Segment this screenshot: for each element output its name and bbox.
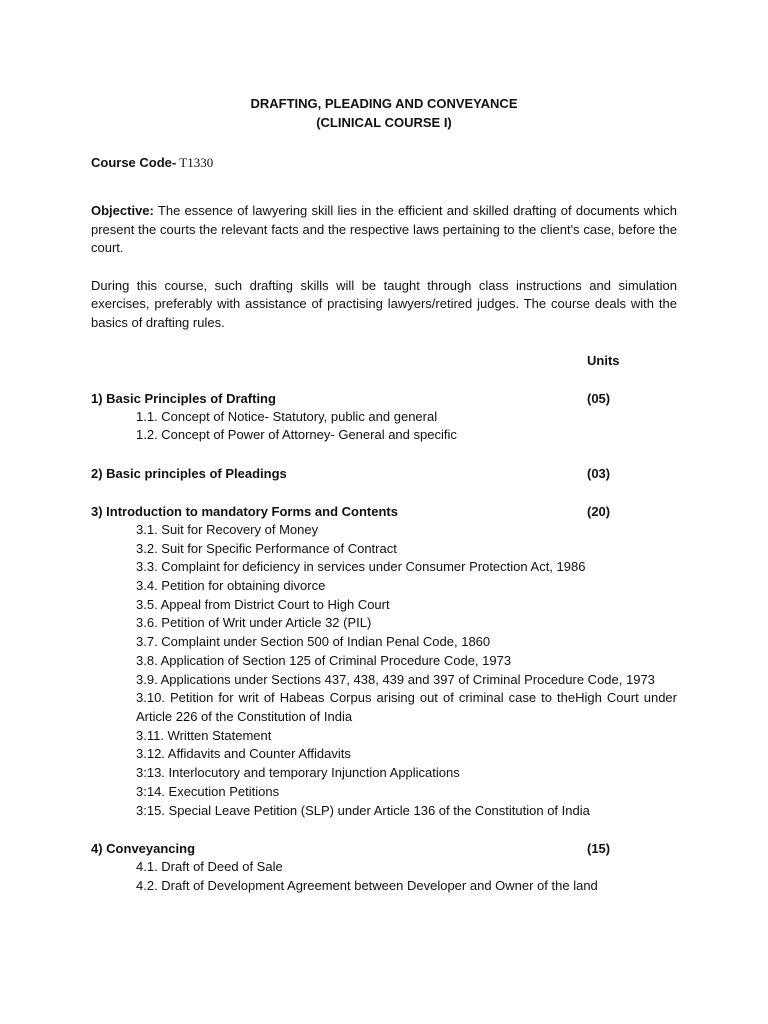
list-item: 4.1. Draft of Deed of Sale — [136, 859, 283, 875]
list-item: 3:15. Special Leave Petition (SLP) under Article 136 of the Constitution of India — [136, 802, 590, 818]
course-description: During this course, such drafting skills will be taught through class instructions and simulation exercises, preferably with assistance of practising lawyers/retired judges. The course deals with the basics of drafting rules. — [91, 277, 677, 330]
list-item: 3:14. Execution Petitions — [136, 783, 280, 799]
list-item: 3.7. Complaint under Section 500 of Indian Penal Code, 1860 — [136, 634, 491, 650]
section-units: (05) — [587, 390, 611, 406]
objective-text: The essence of lawyering skill lies in the efficient and skilled drafting of documents which present the courts the relevant facts and the respective laws pertaining to the client's case, before the court. — [91, 203, 677, 256]
section-4 — [91, 839, 677, 895]
list-item: 3.2. Suit for Specific Performance of Contract — [136, 540, 397, 556]
list-item: 3.12. Affidavits and Counter Affidavits — [136, 746, 351, 762]
list-item: 3.4. Petition for obtaining divorce — [136, 578, 326, 594]
list-item: 1.1. Concept of Notice- Statutory, public and general — [136, 408, 438, 424]
list-item: 3.10. Petition for writ of Habeas Corpus arising out of criminal case to theHigh Court under Article 226 of the Constitution of India — [136, 690, 677, 724]
section-heading — [91, 389, 677, 408]
list-item: 3.1. Suit for Recovery of Money — [136, 521, 319, 537]
section-heading — [91, 502, 677, 521]
section-heading — [91, 464, 677, 483]
section-units: (15) — [587, 841, 611, 857]
section-3 — [91, 502, 677, 820]
list-item: 3.11. Written Statement — [136, 727, 272, 743]
section-title: 2) Basic principles of Pleadings — [91, 465, 287, 481]
objective-label: Objective: — [91, 203, 154, 218]
list-item: 4.2. Draft of Development Agreement between Developer and Owner of the land — [136, 877, 598, 893]
list-item: 3.9. Applications under Sections 437, 438, 439 and 397 of Criminal Procedure Code, 1973 — [136, 671, 655, 687]
title-line-2: (CLINICAL COURSE I) — [316, 115, 452, 130]
section-title: 4) Conveyancing — [91, 841, 196, 857]
list-item: 3.8. Application of Section 125 of Criminal Procedure Code, 1973 — [136, 652, 512, 668]
list-item: 1.2. Concept of Power of Attorney- General and specific — [136, 427, 457, 443]
document-title — [91, 94, 677, 132]
section-heading — [91, 839, 677, 858]
course-code — [91, 153, 677, 172]
section-2 — [91, 464, 677, 483]
section-units: (20) — [587, 503, 611, 519]
list-item: 3.5. Appeal from District Court to High Court — [136, 596, 390, 612]
title-line-1: DRAFTING, PLEADING AND CONVEYANCE — [250, 96, 518, 111]
course-code-label: Course Code- — [91, 155, 177, 170]
list-item: 3.6. Petition of Writ under Article 32 (PIL) — [136, 615, 372, 631]
section-title: 1) Basic Principles of Drafting — [91, 390, 276, 406]
units-column-header: Units — [587, 352, 620, 368]
section-1 — [91, 389, 677, 445]
course-code-value: T1330 — [176, 155, 214, 170]
list-item: 3.3. Complaint for deficiency in services under Consumer Protection Act, 1986 — [136, 559, 586, 575]
section-title: 3) Introduction to mandatory Forms and Contents — [91, 503, 398, 519]
objective-paragraph — [91, 202, 677, 258]
document-page — [91, 94, 677, 896]
section-units: (03) — [587, 465, 611, 481]
list-item: 3:13. Interlocutory and temporary Injunction Applications — [136, 765, 460, 781]
